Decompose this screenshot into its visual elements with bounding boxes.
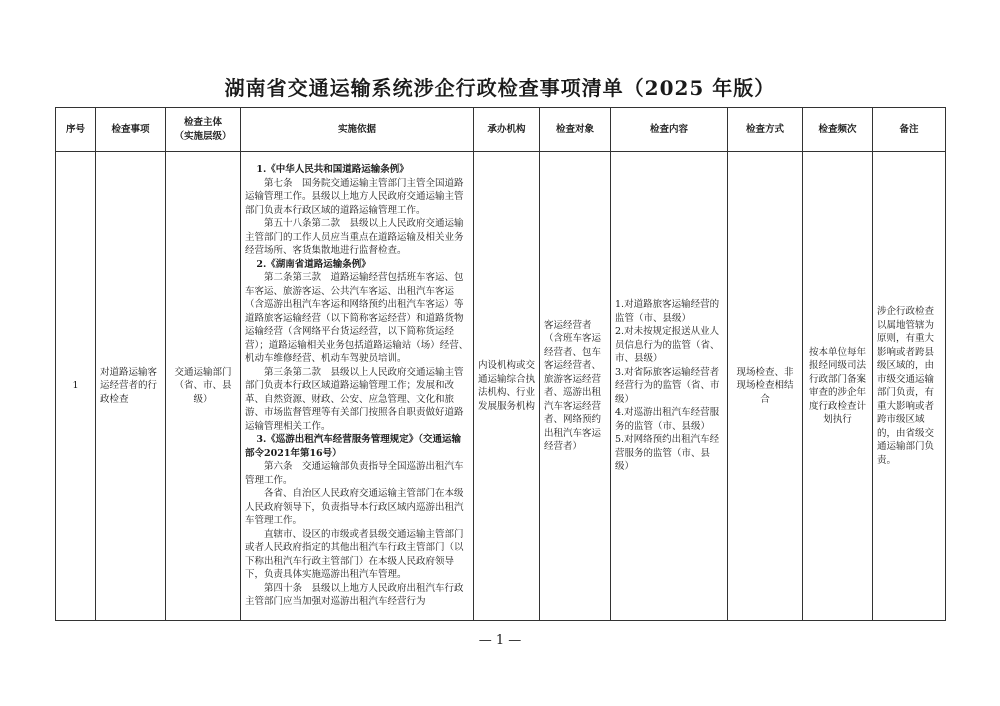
cell-frequency: 按本单位每年报经同级司法行政部门备案审查的涉企年度行政检查计划执行 bbox=[803, 152, 873, 621]
document-title: 湖南省交通运输系统涉企行政检查事项清单（2025 年版） bbox=[224, 76, 776, 100]
inspection-table bbox=[55, 107, 946, 621]
content-item: 2.对未按规定报送从业人员信息行为的监管（省、市、县级） bbox=[615, 326, 720, 365]
header-subject-line2: （实施层级） bbox=[174, 130, 232, 142]
basis-paragraph: 第三条第二款 县级以上人民政府交通运输主管部门负责本行政区域道路运输管理工作；发展和改革、自然资源、财政、公安、应急管理、文化和旅游、市场监督管理等有关部门按照各自职责做好道路运输管理相关工作。 bbox=[245, 366, 464, 432]
cell-item: 对道路运输客运经营者的行政检查 bbox=[96, 152, 166, 621]
cell-agency: 内设机构或交通运输综合执法机构、行业发展服务机构 bbox=[474, 152, 540, 621]
basis-paragraph: 第四十条 县级以上地方人民政府出租汽车行政主管部门应当加强对巡游出租汽车经营行为 bbox=[245, 582, 464, 608]
header-subject bbox=[166, 108, 241, 152]
header-content: 检查内容 bbox=[611, 108, 728, 152]
content-item: 5.对网络预约出租汽车经营服务的监管（市、县级） bbox=[615, 434, 720, 473]
table-row bbox=[56, 152, 946, 621]
basis-paragraph: 第六条 交通运输部负责指导全国巡游出租汽车管理工作。 bbox=[245, 461, 464, 486]
content-item: 3.对省际旅客运输经营者经营行为的监管（省、市级） bbox=[615, 366, 720, 405]
basis-paragraph: 各省、自治区人民政府交通运输主管部门在本级人民政府领导下，负责指导本行政区域内巡游出租汽车管理工作。 bbox=[245, 488, 464, 527]
header-agency: 承办机构 bbox=[474, 108, 540, 152]
cell-subject: 交通运输部门（省、市、县级） bbox=[166, 152, 241, 621]
header-item: 检查事项 bbox=[96, 108, 166, 152]
basis-paragraph: 第二条第三款 道路运输经营包括班车客运、包车客运、旅游客运、公共汽车客运、出租汽车客运（含巡游出租汽车客运和网络预约出租汽车客运）等道路旅客运输经营（以下简称客运经营）和道路货物运输经营（含网络平台货运经营，以下简称货运经营）；道路运输相关业务包括道路运输站（场）经营、机动车维修经营、机动车驾驶员培训。 bbox=[245, 272, 469, 365]
header-seq: 序号 bbox=[56, 108, 96, 152]
header-method: 检查方式 bbox=[728, 108, 803, 152]
cell-content bbox=[611, 152, 728, 621]
basis-law-title: 1.《中华人民共和国道路运输条例》 bbox=[256, 164, 409, 176]
basis-paragraph: 第五十八条第二款 县级以上人民政府交通运输主管部门的工作人员应当重点在道路运输及相关业务经营场所、客货集散地进行监督检查。 bbox=[245, 218, 464, 257]
header-subject-line1: 检查主体 bbox=[183, 116, 222, 128]
basis-text bbox=[245, 163, 469, 609]
content-item: 4.对巡游出租汽车经营服务的监管（市、县级） bbox=[615, 407, 720, 432]
header-target: 检查对象 bbox=[540, 108, 611, 152]
basis-paragraph: 直辖市、设区的市级或者县级交通运输主管部门或者人民政府指定的其他出租汽车行政主管部门（以下称出租汽车行政主管部门）在本级人民政府领导下，负责具体实施巡游出租汽车管理。 bbox=[245, 528, 464, 581]
basis-law-title: 2.《湖南省道路运输条例》 bbox=[256, 258, 371, 270]
header-remark: 备注 bbox=[873, 108, 946, 152]
basis-law-title: 3.《巡游出租汽车经营服务管理规定》（交通运输部令2021年第16号） bbox=[245, 434, 462, 459]
cell-basis bbox=[241, 152, 474, 621]
header-basis: 实施依据 bbox=[241, 108, 474, 152]
cell-seq: 1 bbox=[56, 152, 96, 621]
header-frequency: 检查频次 bbox=[803, 108, 873, 152]
basis-paragraph: 第七条 国务院交通运输主管部门主管全国道路运输管理工作。县级以上地方人民政府交通运输主管部门负责本行政区域的道路运输管理工作。 bbox=[245, 177, 464, 216]
table-header-row bbox=[56, 108, 946, 152]
cell-remark: 涉企行政检查以属地管辖为原则，有重大影响或者跨县级区域的，由市级交通运输部门负责，有重大影响或者跨市级区域的，由省级交通运输部门负责。 bbox=[873, 152, 946, 621]
content-list bbox=[615, 298, 723, 474]
content-item: 1.对道路旅客运输经营的监管（市、县级） bbox=[615, 299, 720, 324]
cell-target: 客运经营者（含班车客运经营者、包车客运经营者、旅游客运经营者、巡游出租汽车客运经营者、网络预约出租汽车客运经营者） bbox=[540, 152, 611, 621]
page-number: — 1 — bbox=[478, 633, 522, 648]
cell-method: 现场检查、非现场检查相结合 bbox=[728, 152, 803, 621]
